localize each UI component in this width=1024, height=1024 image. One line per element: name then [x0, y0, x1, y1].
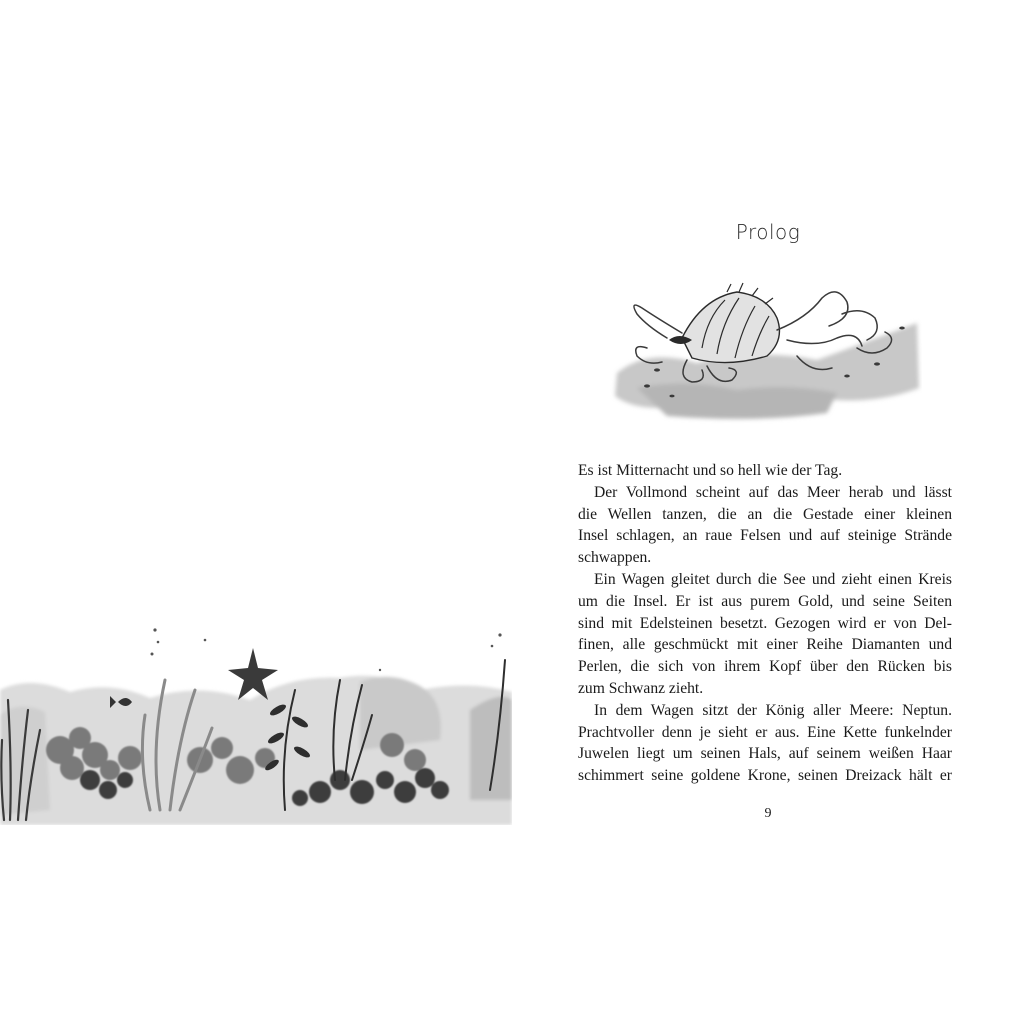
text-line: Juwelen liegt um seinen Hals, auf seinem weißen Haar	[578, 745, 952, 763]
seabed-illustration	[0, 620, 512, 825]
text-line: Ein Wagen gleitet durch die See und zieht einen Kreis	[594, 570, 952, 588]
text-line: um die Insel. Er ist aus purem Gold, und seine Seiten	[578, 592, 952, 610]
text-line: Perlen, die sich von ihrem Kopf über den Rücken bis	[578, 658, 952, 676]
text-line: sind mit Edelsteinen besetzt. Gezogen wird er von Del-	[578, 614, 952, 632]
text-line: schimmert seine goldene Krone, seinen Dreizack hält er	[578, 767, 952, 785]
text-line: Prachtvoller denn je sieht er aus. Eine Kette funkelnder	[578, 723, 952, 741]
chapter-title: Prolog	[735, 220, 801, 244]
right-page	[512, 0, 1024, 1024]
body-text	[578, 460, 952, 787]
text-line: Insel schlagen, an raue Felsen und auf steinige Strände	[578, 527, 952, 545]
text-line: schwappen.	[578, 549, 652, 567]
text-line: finen, alle geschmückt mit einer Reihe Diamanten und	[578, 636, 952, 654]
text-line: Der Vollmond scheint auf das Meer herab und lässt	[594, 483, 952, 501]
text-line: die Wellen tanzen, die an die Gestade einer kleinen	[578, 505, 952, 523]
shell-illustration	[607, 278, 922, 428]
page-number: 9	[764, 806, 772, 821]
text-line: In dem Wagen sitzt der König aller Meere: Neptun.	[594, 701, 952, 719]
text-line: zum Schwanz zieht.	[578, 679, 704, 697]
text-line: Es ist Mitternacht und so hell wie der Tag.	[578, 462, 843, 479]
